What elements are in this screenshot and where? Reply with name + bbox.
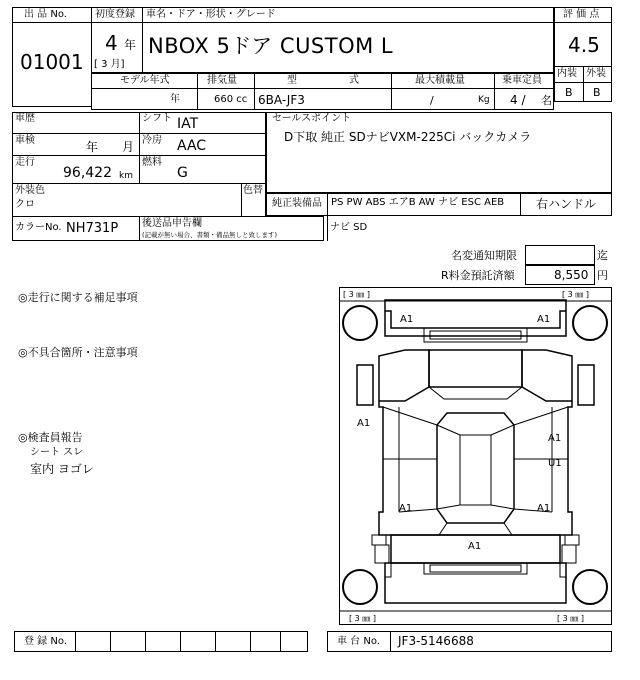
fuel-label: 燃料 [142,157,162,168]
driving-notes-label: ◎走行に関する補足事項 [18,291,138,304]
aftermarket-note: (記載が無い場合、書類・備品無しと致します) [142,231,278,239]
outer-color-value: クロ [15,199,35,210]
sales-point-text: D下取 純正 SDナビVXM-225Ci バックカメラ [284,130,532,144]
damage-mark-right-rear: A1 [537,503,551,514]
displacement-label: 排気量 [207,75,237,86]
registration-year: 4 [105,31,118,55]
history-label: 車歴 [15,113,35,124]
model-year-label: モデル年式 [120,75,170,86]
equipment-label: 純正装備品 [272,198,322,209]
exterior-label: 外装 [586,68,606,79]
recycle-fee-unit: 円 [597,269,608,282]
mileage-label: 走行 [15,157,35,168]
model-type-label: 型 [287,75,297,86]
fuel-value: G [177,165,188,181]
notice-deadline-unit: 迄 [597,249,608,262]
damage-mark-front-left: A1 [400,314,414,325]
model-year-unit: 年 [170,94,180,105]
aftermarket-value: ナビ SD [330,222,368,233]
mileage-value: 96,422 [63,165,112,181]
model-type-value: 6BA-JF3 [258,93,305,107]
sales-point-label: セールスポイント [272,113,352,124]
color-no-value: NH731P [66,221,119,236]
car-name: NBOX 5ドア CUSTOM L [148,34,394,58]
capacity-label: 乗車定員 [502,75,542,86]
outer-color-label: 外装色 [15,185,45,196]
lot-label: 出 品 No. [24,9,67,20]
capacity-unit: 名 [541,94,552,107]
registration-year-unit: 年 [124,38,137,52]
inspection-month: 月 [122,140,135,154]
damage-mark-left-side: A1 [357,418,371,429]
damage-mark-front-right: A1 [537,314,551,325]
damage-mark-right-front-door: A1 [548,433,562,444]
sales-point-box [266,112,612,193]
registration-number-label: 登 録 No. [24,636,67,647]
chassis-number-value: JF3-5146688 [398,634,474,648]
inspector-report-label: ◎検査員報告 [18,431,83,444]
tire-depth-front-left: [ 3 ㎜ ] [343,290,370,299]
first-registration-label: 初度登録 [95,9,135,20]
mileage-unit: km [119,171,133,181]
registration-month: [ 3 月] [94,59,125,70]
max-load-label: 最大積載量 [415,75,465,86]
inspection-label: 車検 [15,135,35,146]
inspector-report-line-1: シート スレ [30,447,84,458]
capacity-value: 4 / [510,93,526,107]
equipment-value: PS PW ABS エアB AW ナビ ESC AEB [331,197,505,208]
chassis-number-label: 車 台 No. [337,636,380,647]
notice-deadline-box [525,245,595,265]
max-load-slash: / [430,94,434,107]
aftermarket-label: 後送品申告欄 [142,218,202,229]
defect-notes-label: ◎不具合箇所・注意事項 [18,346,138,359]
color-no-label: カラーNo. [15,222,62,233]
shift-value: IAT [177,116,199,132]
aircon-value: AAC [177,138,207,154]
recycle-fee-label: R料金預託済額 [441,269,515,282]
interior-label: 内装 [557,68,577,79]
model-type-label-2: 式 [349,75,359,86]
max-load-unit: Kg [478,95,490,105]
shift-label: シフト [142,113,172,124]
notice-deadline-label: 名変通知期限 [451,249,517,262]
tire-depth-front-right: [ 3 ㎜ ] [562,290,589,299]
damage-mark-rear: A1 [468,541,482,552]
exterior-grade: B [593,86,601,99]
tire-depth-rear-left: [ 3 ㎜ ] [349,614,376,623]
steering-value: 右ハンドル [536,197,597,211]
interior-grade: B [565,86,573,99]
car-damage-diagram [339,287,612,625]
aircon-label: 冷房 [142,135,162,146]
recycle-fee-value: 8,550 [554,268,589,282]
repaint-label: 色替 [243,185,263,196]
damage-mark-left-rear: A1 [399,503,413,514]
damage-mark-right-rear-door: U1 [548,458,562,469]
overall-score: 4.5 [568,33,600,57]
lot-number: 01001 [20,50,84,74]
tire-depth-rear-right: [ 3 ㎜ ] [557,614,584,623]
car-name-label: 車名・ドア・形状・グレード [146,9,276,20]
displacement-value: 660 cc [214,94,248,105]
score-label: 評 価 点 [563,9,600,20]
inspection-year: 年 [86,140,99,154]
inspector-report-line-2: 室内 ヨゴレ [30,462,94,476]
